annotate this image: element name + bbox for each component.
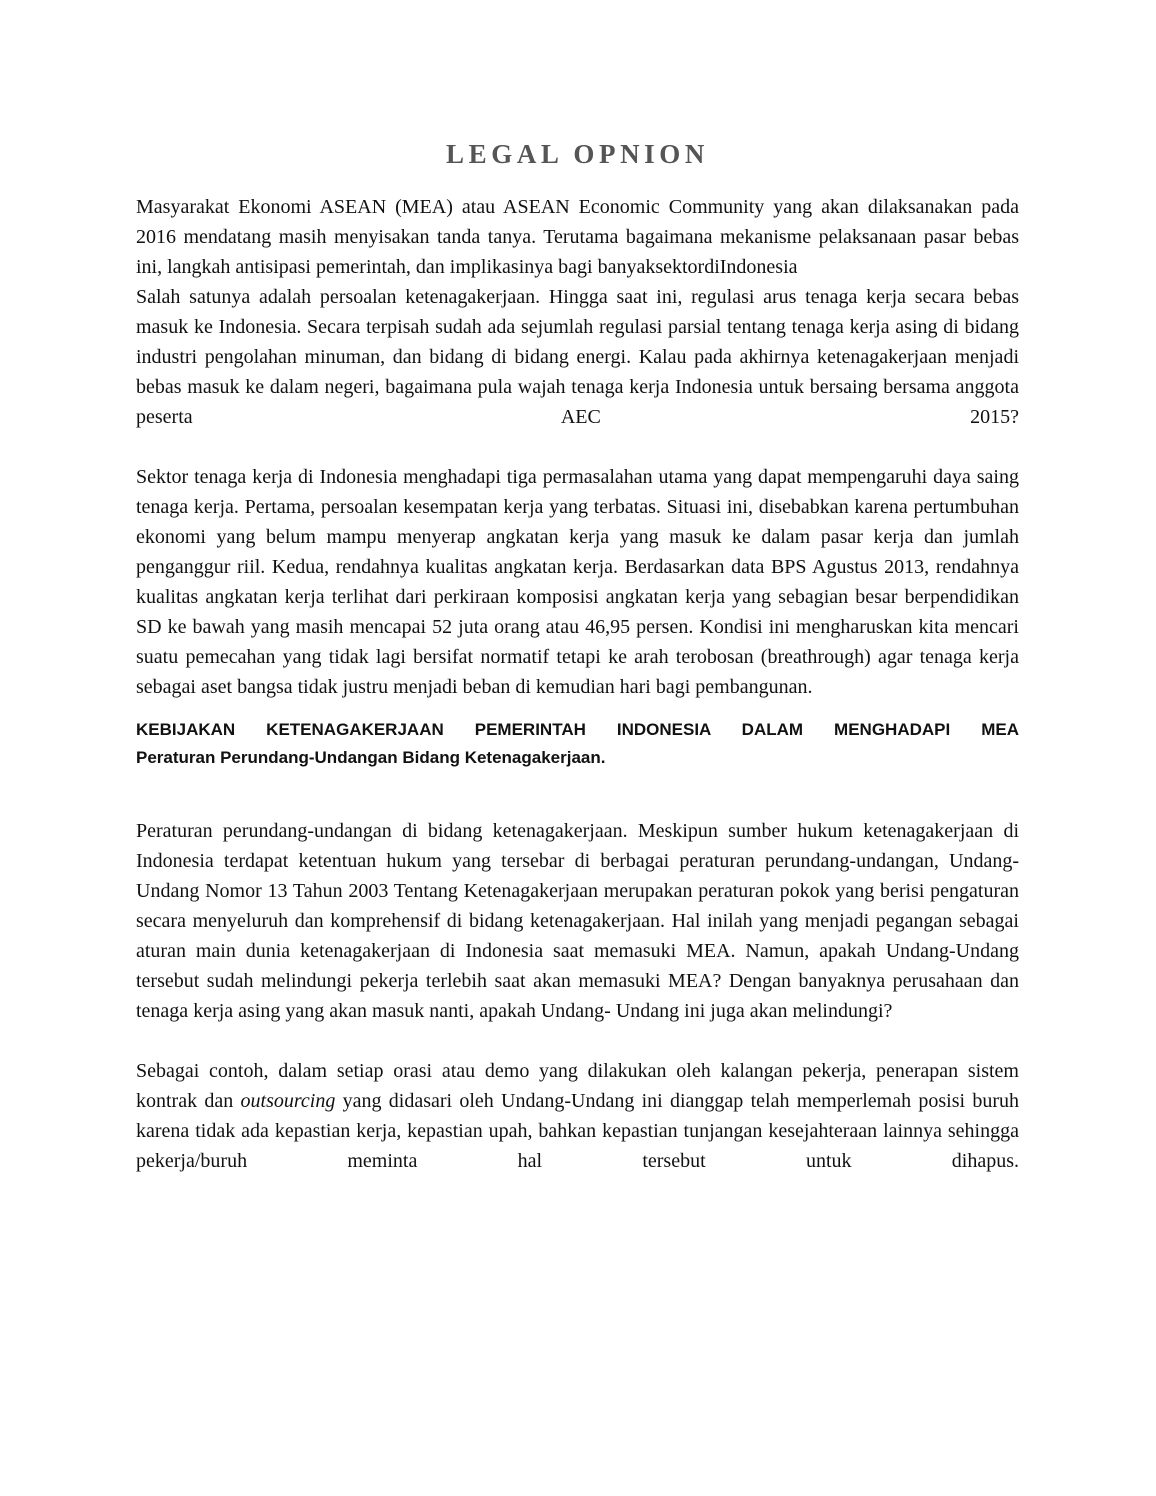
section-heading: KEBIJAKAN KETENAGAKERJAAN PEMERINTAH INDONESIA DALAM MENGHADAPI MEA <box>136 720 1019 739</box>
spacer <box>136 702 1019 716</box>
paragraph-example <box>136 1056 1019 1176</box>
page-content <box>136 136 1019 1176</box>
paragraph-example-end: yang didasari oleh Undang-Undang ini dianggap telah memperlemah posisi buruh karena tidak ada kepastian kerja, kepastian upah, bahkan kepastian tunjangan kesejahteraan lainnya sehingga pekerja/buruh meminta hal tersebut untuk dihapus. <box>136 1090 1019 1172</box>
subsection-heading: Peraturan Perundang-Undangan Bidang Ketenagakerjaan. <box>136 748 606 767</box>
spacer <box>136 772 1019 816</box>
paragraph-example-start: Sebagai contoh, dalam setiap orasi atau demo yang dilakukan oleh kalangan pekerja, penerapan sistem kontrak dan <box>136 1060 1019 1112</box>
spacer <box>136 432 1019 462</box>
paragraph-intro: Masyarakat Ekonomi ASEAN (MEA) atau ASEAN Economic Community yang akan dilaksanakan pada 2016 mendatang masih menyisakan tanda tanya. Terutama bagaimana mekanisme pelaksanaan pasar bebas ini, langkah antisipasi pemerintah, dan implikasinya bagi banyaksektordiIndonesia <box>136 196 1019 278</box>
spacer <box>136 1026 1019 1056</box>
document-title: LEGAL OPNION <box>446 139 709 169</box>
paragraph-labor-problems: Sektor tenaga kerja di Indonesia menghadapi tiga permasalahan utama yang dapat mempengaruhi daya saing tenaga kerja. Pertama, persoalan kesempatan kerja yang terbatas. Situasi ini, disebabkan karena pertumbuhan ekonomi yang belum mampu menyerap angkatan kerja yang masuk ke dalam pasar kerja dan jumlah penganggur riil. Kedua, rendahnya kualitas angkatan kerja. Berdasarkan data BPS Agustus 2013, rendahnya kualitas angkatan kerja terlihat dari perkiraan komposisi angkatan kerja yang sebagian besar berpendidikan SD ke bawah yang masih mencapai 52 juta orang atau 46,95 persen. Kondisi ini mengharuskan kita mencari suatu pemecahan yang tidak lagi bersifat normatif tetapi ke arah terobosan (breathrough) agar tenaga kerja sebagai aset bangsa tidak justru menjadi beban di kemudian hari bagi pembangunan. <box>136 466 1019 698</box>
paragraph-regulation: Peraturan perundang-undangan di bidang ketenagakerjaan. Meskipun sumber hukum ketenagakerjaan di Indonesia terdapat ketentuan hukum yang tersebar di berbagai peraturan perundang-undangan, Undang-Undang Nomor 13 Tahun 2003 Tentang Ketenagakerjaan merupakan peraturan pokok yang berisi pengaturan secara menyeluruh dan komprehensif di bidang ketenagakerjaan. Hal inilah yang menjadi pegangan sebagai aturan main dunia ketenagakerjaan di Indonesia saat memasuki MEA. Namun, apakah Undang-Undang tersebut sudah melindungi pekerja terlebih saat akan memasuki MEA? Dengan banyaknya perusahaan dan tenaga kerja asing yang akan masuk nanti, apakah Undang- Undang ini juga akan melindungi? <box>136 820 1019 1022</box>
italic-term: outsourcing <box>240 1090 336 1112</box>
paragraph-labor-issue: Salah satunya adalah persoalan ketenagakerjaan. Hingga saat ini, regulasi arus tenaga kerja secara bebas masuk ke Indonesia. Secara terpisah sudah ada sejumlah regulasi parsial tentang tenaga kerja asing di bidang industri pengolahan minuman, dan bidang di bidang energi. Kalau pada akhirnya ketenagakerjaan menjadi bebas masuk ke dalam negeri, bagaimana pula wajah tenaga kerja Indonesia untuk bersaing bersama anggota peserta AEC 2015? <box>136 286 1019 428</box>
